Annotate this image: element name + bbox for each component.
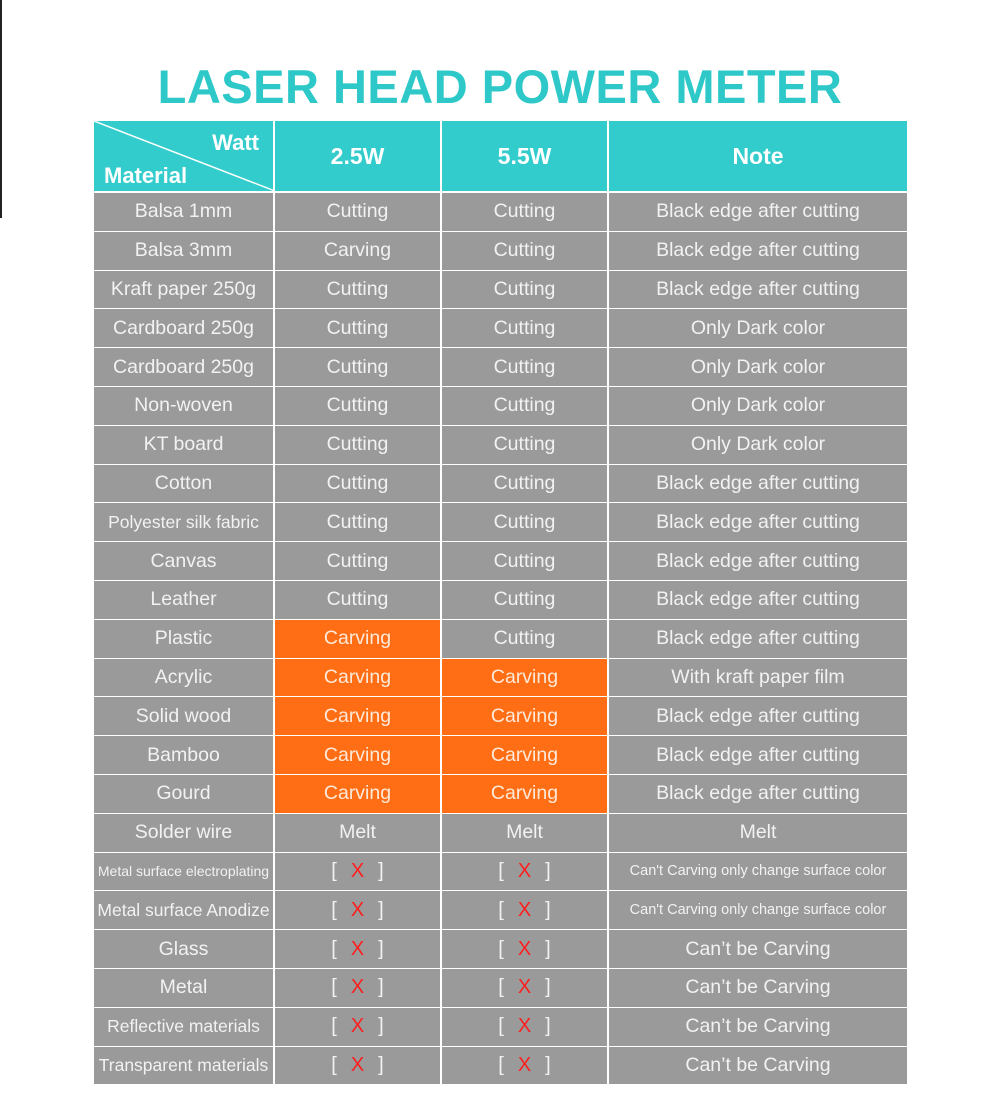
not-supported-mark: [ X ] <box>498 859 551 882</box>
material-cell: Metal <box>94 969 275 1007</box>
power-5-5w-cell: Cutting <box>442 581 609 619</box>
corner-material-label: Material <box>104 163 188 188</box>
power-5-5w-cell <box>442 930 609 968</box>
table-row <box>94 1047 907 1086</box>
table-row <box>94 271 907 310</box>
note-cell: Can't Carving only change surface color <box>629 863 887 880</box>
power-2-5w-cell: Carving <box>275 697 442 735</box>
power-2-5w-cell: Cutting <box>275 309 442 347</box>
page-title: LASER HEAD POWER METER <box>157 60 843 114</box>
note-cell: Black edge after cutting <box>656 627 860 650</box>
material-cell: Reflective materials <box>94 1008 275 1046</box>
note-cell: Only Dark color <box>690 433 826 456</box>
power-5-5w-cell: Cutting <box>442 271 609 309</box>
note-cell: Can’t be Carving <box>685 937 831 960</box>
material-cell: Metal surface electroplating <box>94 853 275 891</box>
material-cell: Balsa 1mm <box>94 193 275 231</box>
material-cell: Solid wood <box>94 697 275 735</box>
power-5-5w-cell: Cutting <box>442 309 609 347</box>
table-header-row <box>94 121 907 193</box>
table-row <box>94 891 907 930</box>
material-cell: Plastic <box>94 620 275 658</box>
table-body <box>94 193 907 1085</box>
x-icon: X <box>517 1015 532 1038</box>
table-row <box>94 232 907 271</box>
note-cell: Only Dark color <box>690 394 826 417</box>
note-cell: Black edge after cutting <box>656 782 860 805</box>
power-2-5w-cell: Cutting <box>275 503 442 541</box>
power-5-5w-cell: Carving <box>442 659 609 697</box>
x-icon: X <box>350 1053 365 1076</box>
x-icon: X <box>517 859 532 882</box>
note-cell: With kraft paper film <box>671 665 845 688</box>
material-cell: KT board <box>94 426 275 464</box>
power-2-5w-cell: Cutting <box>275 271 442 309</box>
table-row <box>94 387 907 426</box>
x-icon: X <box>350 859 365 882</box>
not-supported-mark: [ X ] <box>498 976 551 999</box>
table-row <box>94 659 907 698</box>
note-cell: Black edge after cutting <box>656 743 860 766</box>
not-supported-mark: [ X ] <box>331 937 384 960</box>
not-supported-mark: [ X ] <box>331 1015 384 1038</box>
power-5-5w-cell: Cutting <box>442 542 609 580</box>
x-icon: X <box>350 937 365 960</box>
power-5-5w-cell: Cutting <box>442 503 609 541</box>
power-5-5w-cell: Cutting <box>442 620 609 658</box>
not-supported-mark: [ X ] <box>331 859 384 882</box>
material-cell: Kraft paper 250g <box>94 271 275 309</box>
material-cell: Cardboard 250g <box>94 309 275 347</box>
power-2-5w-cell: Carving <box>275 775 442 813</box>
x-icon: X <box>517 1053 532 1076</box>
material-cell: Non-woven <box>94 387 275 425</box>
corner-header-cell <box>94 121 275 191</box>
not-supported-mark: [ X ] <box>498 937 551 960</box>
power-2-5w-cell: Carving <box>275 659 442 697</box>
note-cell: Black edge after cutting <box>656 200 860 223</box>
power-5-5w-cell: Carving <box>442 775 609 813</box>
power-5-5w-cell <box>442 1008 609 1046</box>
table-row <box>94 775 907 814</box>
table-row <box>94 542 907 581</box>
column-header-5-5w: 5.5W <box>442 121 609 191</box>
note-cell: Black edge after cutting <box>656 471 860 494</box>
table-row <box>94 348 907 387</box>
table-row <box>94 581 907 620</box>
power-5-5w-cell: Cutting <box>442 387 609 425</box>
not-supported-mark: [ X ] <box>331 898 384 921</box>
material-cell: Leather <box>94 581 275 619</box>
power-2-5w-cell: Cutting <box>275 542 442 580</box>
note-cell: Black edge after cutting <box>656 704 860 727</box>
note-cell: Black edge after cutting <box>656 239 860 262</box>
power-2-5w-cell <box>275 1047 442 1085</box>
not-supported-mark: [ X ] <box>498 1015 551 1038</box>
table-row <box>94 503 907 542</box>
table-row <box>94 193 907 232</box>
note-cell: Can’t be Carving <box>685 1053 831 1076</box>
x-icon: X <box>350 898 365 921</box>
note-cell: Can’t be Carving <box>685 976 831 999</box>
material-cell: Glass <box>94 930 275 968</box>
table-row <box>94 969 907 1008</box>
x-icon: X <box>517 898 532 921</box>
material-cell: Transparent materials <box>94 1047 275 1085</box>
power-2-5w-cell: Carving <box>275 620 442 658</box>
table-row <box>94 697 907 736</box>
table-row <box>94 309 907 348</box>
power-2-5w-cell <box>275 853 442 891</box>
material-cell: Bamboo <box>94 736 275 774</box>
table-row <box>94 930 907 969</box>
power-2-5w-cell <box>275 891 442 929</box>
power-5-5w-cell <box>442 1047 609 1085</box>
note-cell: Only Dark color <box>690 355 826 378</box>
power-meter-table <box>94 121 907 1085</box>
table-row <box>94 814 907 853</box>
not-supported-mark: [ X ] <box>331 1053 384 1076</box>
material-cell: Cotton <box>94 465 275 503</box>
material-cell: Cardboard 250g <box>94 348 275 386</box>
material-cell: Gourd <box>94 775 275 813</box>
x-icon: X <box>517 937 532 960</box>
not-supported-mark: [ X ] <box>331 976 384 999</box>
power-5-5w-cell: Carving <box>442 736 609 774</box>
note-cell: Black edge after cutting <box>656 549 860 572</box>
material-cell: Polyester silk fabric <box>94 503 275 541</box>
power-2-5w-cell <box>275 969 442 1007</box>
power-2-5w-cell <box>275 930 442 968</box>
power-5-5w-cell: Melt <box>442 814 609 852</box>
power-5-5w-cell <box>442 969 609 1007</box>
note-cell: Melt <box>739 821 777 844</box>
not-supported-mark: [ X ] <box>498 898 551 921</box>
corner-watt-label: Watt <box>212 130 259 155</box>
column-header-2-5w: 2.5W <box>275 121 442 191</box>
x-icon: X <box>517 976 532 999</box>
table-row <box>94 1008 907 1047</box>
power-2-5w-cell: Cutting <box>275 348 442 386</box>
power-2-5w-cell: Cutting <box>275 193 442 231</box>
note-cell: Only Dark color <box>690 316 826 339</box>
power-5-5w-cell <box>442 853 609 891</box>
material-cell: Solder wire <box>94 814 275 852</box>
power-2-5w-cell: Cutting <box>275 426 442 464</box>
power-2-5w-cell: Cutting <box>275 465 442 503</box>
note-cell: Black edge after cutting <box>656 510 860 533</box>
table-row <box>94 620 907 659</box>
power-2-5w-cell: Carving <box>275 232 442 270</box>
power-2-5w-cell <box>275 1008 442 1046</box>
table-row <box>94 853 907 892</box>
x-icon: X <box>350 1015 365 1038</box>
power-5-5w-cell: Cutting <box>442 348 609 386</box>
power-2-5w-cell: Carving <box>275 736 442 774</box>
note-cell: Black edge after cutting <box>656 277 860 300</box>
power-2-5w-cell: Melt <box>275 814 442 852</box>
power-5-5w-cell: Cutting <box>442 426 609 464</box>
note-cell: Can’t be Carving <box>685 1015 831 1038</box>
power-5-5w-cell: Cutting <box>442 232 609 270</box>
power-2-5w-cell: Cutting <box>275 581 442 619</box>
power-5-5w-cell: Cutting <box>442 465 609 503</box>
material-cell: Acrylic <box>94 659 275 697</box>
power-5-5w-cell: Cutting <box>442 193 609 231</box>
power-5-5w-cell: Carving <box>442 697 609 735</box>
material-cell: Metal surface Anodize <box>94 891 275 929</box>
not-supported-mark: [ X ] <box>498 1053 551 1076</box>
material-cell: Balsa 3mm <box>94 232 275 270</box>
power-2-5w-cell: Cutting <box>275 387 442 425</box>
table-row <box>94 736 907 775</box>
x-icon: X <box>350 976 365 999</box>
material-cell: Canvas <box>94 542 275 580</box>
table-row <box>94 465 907 504</box>
power-5-5w-cell <box>442 891 609 929</box>
table-row <box>94 426 907 465</box>
note-cell: Black edge after cutting <box>656 588 860 611</box>
note-cell: Can't Carving only change surface color <box>629 902 887 919</box>
column-header-note: Note <box>732 142 784 169</box>
